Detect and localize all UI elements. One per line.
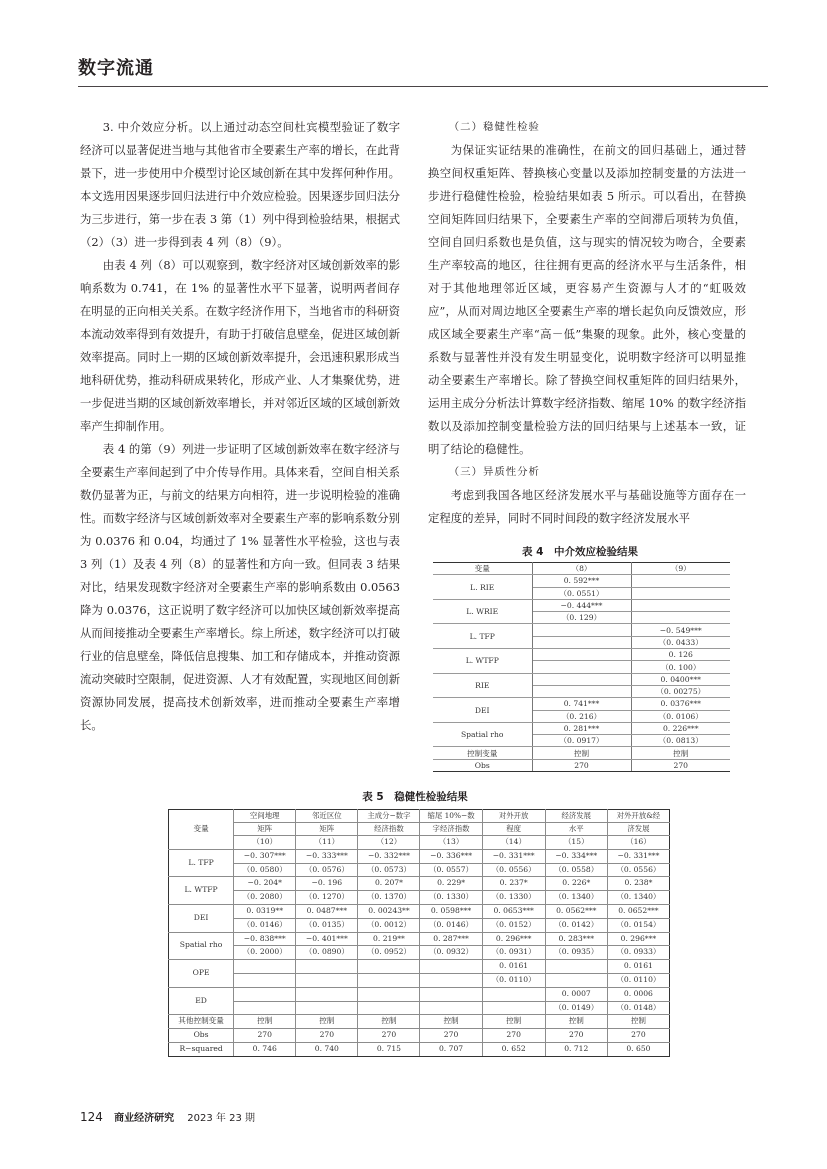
label-cell: 其他控制变量 [169,1015,234,1029]
table-cell: 控制 [358,1015,420,1029]
se-cell: （0. 0917） [532,735,631,747]
header-cell: （9） [631,563,730,575]
se-cell: （0. 0106） [631,710,730,722]
coef-cell: −0. 401*** [296,932,358,946]
table-row [433,624,730,636]
table-cell: 0. 650 [607,1042,669,1056]
table-cell: 0. 715 [358,1042,420,1056]
table-cell: 0. 652 [482,1042,545,1056]
se-cell [482,1001,545,1015]
se-cell: （0. 0931） [482,946,545,960]
se-cell [631,612,730,624]
coef-cell [234,987,296,1001]
table-header-row [169,823,670,836]
header-cell: 变量 [169,810,234,850]
coef-cell [482,987,545,1001]
coef-cell: 0. 283*** [545,932,607,946]
coef-cell: 0. 0652*** [607,904,669,918]
se-cell: （0. 0573） [358,863,420,877]
column-number-cell: （15） [545,836,607,850]
table4 [433,562,730,772]
se-cell [296,973,358,987]
header-cell: 经济指数 [358,823,420,836]
table-header-row [169,836,670,850]
table-cell: 270 [420,1029,482,1043]
table-row [169,918,670,932]
coef-cell: −0. 444*** [532,599,631,611]
se-cell [234,973,296,987]
column-number-cell: （10） [234,836,296,850]
controls-row [169,1015,670,1029]
table-cell: 270 [532,759,631,771]
header-cell: 空间地理 [234,810,296,823]
coef-cell [296,987,358,1001]
table-cell: 控制 [296,1015,358,1029]
coef-cell [545,960,607,974]
coef-cell: 0. 0400*** [631,673,730,685]
se-cell: （0. 129） [532,612,631,624]
label-cell: Obs [433,759,532,771]
coef-cell: 0. 287*** [420,932,482,946]
se-cell: （0. 1370） [358,891,420,905]
header-cell: 字经济指数 [420,823,482,836]
se-cell: （0. 0576） [296,863,358,877]
se-cell: （0. 1330） [420,891,482,905]
coef-cell: 0. 00243** [358,904,420,918]
header-cell: 缩尾 10%−数 [420,810,482,823]
coef-cell: 0. 226* [545,877,607,891]
coef-cell [420,960,482,974]
coef-cell: −0. 332*** [358,849,420,863]
se-cell: （0. 0152） [482,918,545,932]
column-number-cell: （11） [296,836,358,850]
coef-cell [358,987,420,1001]
table-cell: 控制 [532,747,631,759]
coef-cell [631,575,730,587]
coef-cell [358,960,420,974]
table-row [169,1001,670,1015]
table5-caption: 表 5 稳健性检验结果 [362,791,468,803]
coef-cell: 0. 219** [358,932,420,946]
coef-cell: 0. 0007 [545,987,607,1001]
se-cell: （0. 0558） [545,863,607,877]
controls-row [433,747,730,759]
coef-cell: 0. 0653*** [482,904,545,918]
column-number-cell: （16） [607,836,669,850]
se-cell: （0. 0110） [607,973,669,987]
page-header [78,58,768,80]
right-column [428,116,746,530]
se-cell: （0. 1340） [545,891,607,905]
journal-issue: 2023 年 23 期 [187,1113,255,1124]
header-cell: 变量 [433,563,532,575]
coef-cell: −0. 333*** [296,849,358,863]
se-cell: （0. 1330） [482,891,545,905]
se-cell: （0. 1340） [607,891,669,905]
table-row [169,863,670,877]
coef-cell: 0. 0487*** [296,904,358,918]
coef-cell: −0. 331*** [482,849,545,863]
coef-cell: 0. 0562*** [545,904,607,918]
header-cell: 邻近区位 [296,810,358,823]
variable-cell: L. WTFP [433,649,532,674]
se-cell [532,636,631,648]
table-cell: 0. 740 [296,1042,358,1056]
coef-cell: 0. 226*** [631,722,730,734]
table-row [169,973,670,987]
coef-cell [420,987,482,1001]
coef-cell: 0. 0598*** [420,904,482,918]
coef-cell: −0. 549*** [631,624,730,636]
se-cell: （0. 0146） [420,918,482,932]
coef-cell: 0. 238* [607,877,669,891]
table-cell: 270 [358,1029,420,1043]
coef-cell [532,624,631,636]
se-cell [532,685,631,697]
table-row [169,932,670,946]
se-cell [296,1001,358,1015]
section-heading: （三）异质性分析 [448,466,540,478]
se-cell: （0. 2000） [234,946,296,960]
table-cell: 0. 707 [420,1042,482,1056]
table-row [433,722,730,734]
table-cell: 0. 746 [234,1042,296,1056]
coef-cell: 0. 592*** [532,575,631,587]
variable-cell: Spatial rho [169,932,234,960]
se-cell: （0. 0556） [607,863,669,877]
label-cell: R−squared [169,1042,234,1056]
coef-cell: 0. 229* [420,877,482,891]
se-cell: （0. 0556） [482,863,545,877]
se-cell: （0. 00275） [631,685,730,697]
table-row [169,946,670,960]
table-row [433,673,730,685]
table-cell: 控制 [420,1015,482,1029]
coef-cell: −0. 331*** [607,849,669,863]
coef-cell [296,960,358,974]
se-cell [420,1001,482,1015]
se-cell [358,1001,420,1015]
se-cell: （0. 0433） [631,636,730,648]
header-cell: 对外开放&经 [607,810,669,823]
table-header-row [169,810,670,823]
variable-cell: L. TFP [169,849,234,877]
se-cell: （0. 0813） [631,735,730,747]
se-cell: （0. 100） [631,661,730,673]
journal-name: 商业经济研究 [114,1113,175,1124]
variable-cell: Spatial rho [433,722,532,747]
table-cell: 270 [545,1029,607,1043]
coef-cell: 0. 0161 [482,960,545,974]
table-cell: 270 [631,759,730,771]
se-cell [631,587,730,599]
header-cell: 对外开放 [482,810,545,823]
table-cell: 控制 [631,747,730,759]
se-cell: （0. 0149） [545,1001,607,1015]
coef-cell: 0. 281*** [532,722,631,734]
table-row [169,877,670,891]
table-row [169,960,670,974]
se-cell [545,973,607,987]
header-cell: 矩阵 [296,823,358,836]
left-column [80,116,400,737]
se-cell: （0. 0932） [420,946,482,960]
table-cell: 控制 [482,1015,545,1029]
column-number-cell: （13） [420,836,482,850]
coef-cell: −0. 334*** [545,849,607,863]
header-cell: 程度 [482,823,545,836]
header-cell: 主成分−数字 [358,810,420,823]
section-heading: （二）稳健性检验 [448,121,540,133]
coef-cell: 0. 0006 [607,987,669,1001]
se-cell: （0. 0952） [358,946,420,960]
paragraph: 为保证实证结果的准确性，在前文的回归基础上，通过替换空间权重矩阵、替换核心变量以及添加控制变量的方法进一步进行稳健性检验，检验结果如表 5 所示。可以看出，在替换空间矩阵回归结果下，全要素生产率的空间滞后项转为负值，空间自回归系数也是负值，这与现实的情况较为吻合，全要素生产率较高的地区，往往拥有更高的经济水平与生活条件，相对于其他地理邻近区域，更容易产生资源与人才的“虹吸效应”，从而对周边地区全要素生产率的增长起负向反馈效应，形成区域全要素生产率“高－低”集聚的现象。此外，核心变量的系数与显著性并没有发生明显变化，说明数字经济可以明显推动全要素生产率增长。除了替换空间权重矩阵的回归结果外，运用主成分分析法计算数字经济指数、缩尾 10% 的数字经济指数以及添加控制变量检验方法的回归结果与上述基本一致，证明了结论的稳健性。 [428,143,746,456]
table-cell: 270 [607,1029,669,1043]
se-cell: （0. 0933） [607,946,669,960]
se-cell: （0. 0135） [296,918,358,932]
coef-cell: 0. 126 [631,649,730,661]
paragraph: 考虑到我国各地区经济发展水平与基础设施等方面存在一定程度的差异，同时不同时间段的数字经济发展水平 [428,488,746,525]
coef-cell: −0. 336*** [420,849,482,863]
se-cell: （0. 0890） [296,946,358,960]
coef-cell: 0. 0319** [234,904,296,918]
coef-cell: −0. 196 [296,877,358,891]
paragraph: 3. 中介效应分析。以上通过动态空间杜宾模型验证了数字经济可以显著促进当地与其他省市全要素生产率的增长，在此背景下，进一步使用中介模型讨论区域创新在其中发挥何种作用。本文选用因果逐步回归法进行中介效应检验。因果逐步回归法分为三步进行，第一步在表 3 第（1）列中得到检验结果，根据式（2）（3）进一步得到表 4 列（8）（9）。 [80,120,400,249]
se-cell: （0. 0580） [234,863,296,877]
variable-cell: L. RIE [433,575,532,600]
paragraph: 表 4 的第（9）列进一步证明了区域创新效率在数字经济与全要素生产率间起到了中介传导作用。具体来看，空间自相关系数仍显著为正，与前文的结果方向相符，进一步说明检验的准确性。而数字经济与区域创新效率对全要素生产率的影响系数分别为 0.0376 和 0.04，均通过了 1% 显著性水平检验，这也与表 3 列（1）及表 4 列（8）的显著性和方向一致。但同表 3 结果对比，结果发现数字经济对全要素生产率的影响系数由 0.0563 降为 0.0376，这正说明了数字经济可以加快区域创新效率提高从而间接推动全要素生产率增长。综上所述，数字经济可以打破行业的信息壁垒，降低信息搜集、加工和存储成本，并推动资源流动突破时空限制，促进资源、人才有效配置，实现地区间创新资源协同发展，提高技术创新效率，进而推动全要素生产率增长。 [80,442,400,732]
coef-cell: −0. 838*** [234,932,296,946]
page-number: 124 [80,1110,103,1124]
coef-cell [234,960,296,974]
header-rule [78,86,768,87]
se-cell: （0. 0012） [358,918,420,932]
header-cell: 水平 [545,823,607,836]
paragraph: 由表 4 列（8）可以观察到，数字经济对区域创新效率的影响系数为 0.741，在 1% 的显著性水平下显著，说明两者间存在明显的正向相关关系。在数字经济作用下，当地省市的科研资本流动效率得到有效提升，有助于打破信息壁垒，促进区域创新效率提高。同时上一期的区域创新效率提升，会迅速积累形成当地科研优势，推动科研成果转化，形成产业、人才集聚优势，进一步促进当期的区域创新效率增长，并对邻近区域的区域创新效率产生抑制作用。 [80,258,400,433]
variable-cell: DEI [433,698,532,723]
table-row [169,891,670,905]
variable-cell: OPE [169,960,234,988]
se-cell: （0. 0110） [482,973,545,987]
variable-cell: DEI [169,904,234,932]
variable-cell: RIE [433,673,532,698]
coef-cell: 0. 296*** [607,932,669,946]
se-cell [234,1001,296,1015]
se-cell [532,661,631,673]
coef-cell: 0. 296*** [482,932,545,946]
table5 [168,809,670,1057]
column-number-cell: （14） [482,836,545,850]
coef-cell [631,599,730,611]
coef-cell: 0. 0161 [607,960,669,974]
table4-caption: 表 4 中介效应检验结果 [522,546,638,558]
se-cell [420,973,482,987]
header-cell: 经济发展 [545,810,607,823]
se-cell: （0. 0142） [545,918,607,932]
variable-cell: ED [169,987,234,1015]
label-cell: 控制变量 [433,747,532,759]
table-row [169,849,670,863]
se-cell: （0. 0557） [420,863,482,877]
coef-cell [532,673,631,685]
se-cell: （0. 0935） [545,946,607,960]
coef-cell: −0. 307*** [234,849,296,863]
label-cell: Obs [169,1029,234,1043]
se-cell: （0. 0146） [234,918,296,932]
r2-row [169,1042,670,1056]
variable-cell: L. TFP [433,624,532,649]
se-cell: （0. 0154） [607,918,669,932]
se-cell [358,973,420,987]
se-cell: （0. 1270） [296,891,358,905]
se-cell: （0. 0551） [532,587,631,599]
se-cell: （0. 216） [532,710,631,722]
header-cell: 济发展 [607,823,669,836]
obs-row [433,759,730,771]
table-row [433,698,730,710]
table-cell: 控制 [545,1015,607,1029]
table-cell: 0. 712 [545,1042,607,1056]
variable-cell: L. WTFP [169,877,234,905]
header-cell: 矩阵 [234,823,296,836]
coef-cell [532,649,631,661]
variable-cell: L. WRIE [433,599,532,624]
coef-cell: 0. 207* [358,877,420,891]
table-cell: 控制 [234,1015,296,1029]
table-cell: 控制 [607,1015,669,1029]
section-title: 数字流通 [78,58,154,79]
table-cell: 270 [234,1029,296,1043]
coef-cell: 0. 237* [482,877,545,891]
table-row [433,649,730,661]
table-header-row [433,563,730,575]
obs-row [169,1029,670,1043]
table-cell: 270 [482,1029,545,1043]
table-row [433,575,730,587]
header-cell: （8） [532,563,631,575]
coef-cell: 0. 741*** [532,698,631,710]
coef-cell: −0. 204* [234,877,296,891]
se-cell: （0. 0148） [607,1001,669,1015]
page-footer [80,1109,255,1124]
coef-cell: 0. 0376*** [631,698,730,710]
column-number-cell: （12） [358,836,420,850]
table-row [169,987,670,1001]
table-row [169,904,670,918]
table-cell: 270 [296,1029,358,1043]
se-cell: （0. 2080） [234,891,296,905]
table-row [433,599,730,611]
